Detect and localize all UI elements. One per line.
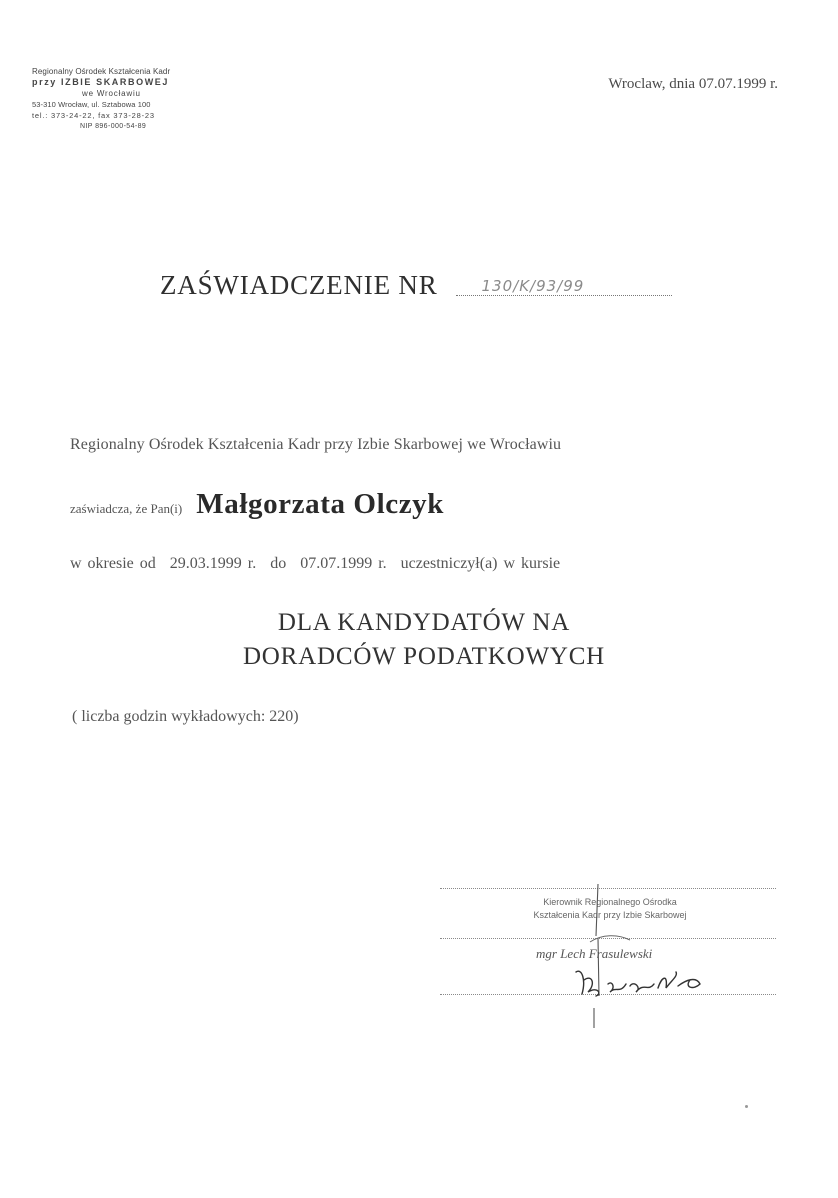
certifies-text: zaświadcza, że Pan(i) — [70, 501, 183, 516]
period-end: 07.07.1999 r. — [300, 555, 387, 572]
person-name: Małgorzata Olczyk — [196, 488, 445, 520]
caption-line: Kierownik Regionalnego Ośrodka — [543, 897, 677, 907]
stamp-line: przy IZBIE SKARBOWEJ — [32, 77, 170, 87]
handwritten-signature — [550, 876, 770, 1046]
period-prefix: w okresie od — [70, 555, 156, 572]
title-row — [160, 270, 672, 301]
course-title-line: DLA KANDYDATÓW NA — [277, 609, 571, 636]
scan-speck — [745, 1105, 748, 1108]
stamp-line: 53-310 Wrocław, ul. Sztabowa 100 — [32, 100, 151, 109]
document-title: ZAŚWIADCZENIE NR — [160, 270, 438, 300]
period-middle: do — [270, 555, 287, 572]
document-date: Wroclaw, dnia 07.07.1999 r. — [608, 76, 778, 92]
course-title-line: DORADCÓW PODATKOWYCH — [242, 643, 606, 670]
course-title — [0, 606, 838, 674]
period-row — [70, 555, 568, 573]
period-start: 29.03.1999 r. — [169, 555, 257, 572]
certificate-number: 130/K/93/99 — [456, 277, 672, 296]
institution-name: Regionalny Ośrodek Kształcenia Kadr przy Izbie Skarbowej we Wrocławiu — [70, 436, 562, 453]
certifies-row — [70, 488, 444, 521]
stamp-line: tel.: 373-24-22, fax 373-28-23 — [32, 111, 155, 120]
stamp-line: we Wrocławiu — [82, 89, 141, 98]
stamp-line: Regionalny Ośrodek Kształcenia Kadr — [32, 67, 171, 76]
signatory-name: mgr Lech Frasulewski — [536, 946, 653, 961]
stamp-line: NIP 896-000-54-89 — [80, 123, 147, 130]
institution-stamp — [32, 66, 250, 132]
lecture-hours: ( liczba godzin wykładowych: 220) — [72, 708, 299, 725]
period-suffix: uczestniczył(a) w kursie — [400, 555, 561, 572]
caption-line: Kształcenia Kadr przy Izbie Skarbowej — [533, 910, 687, 920]
